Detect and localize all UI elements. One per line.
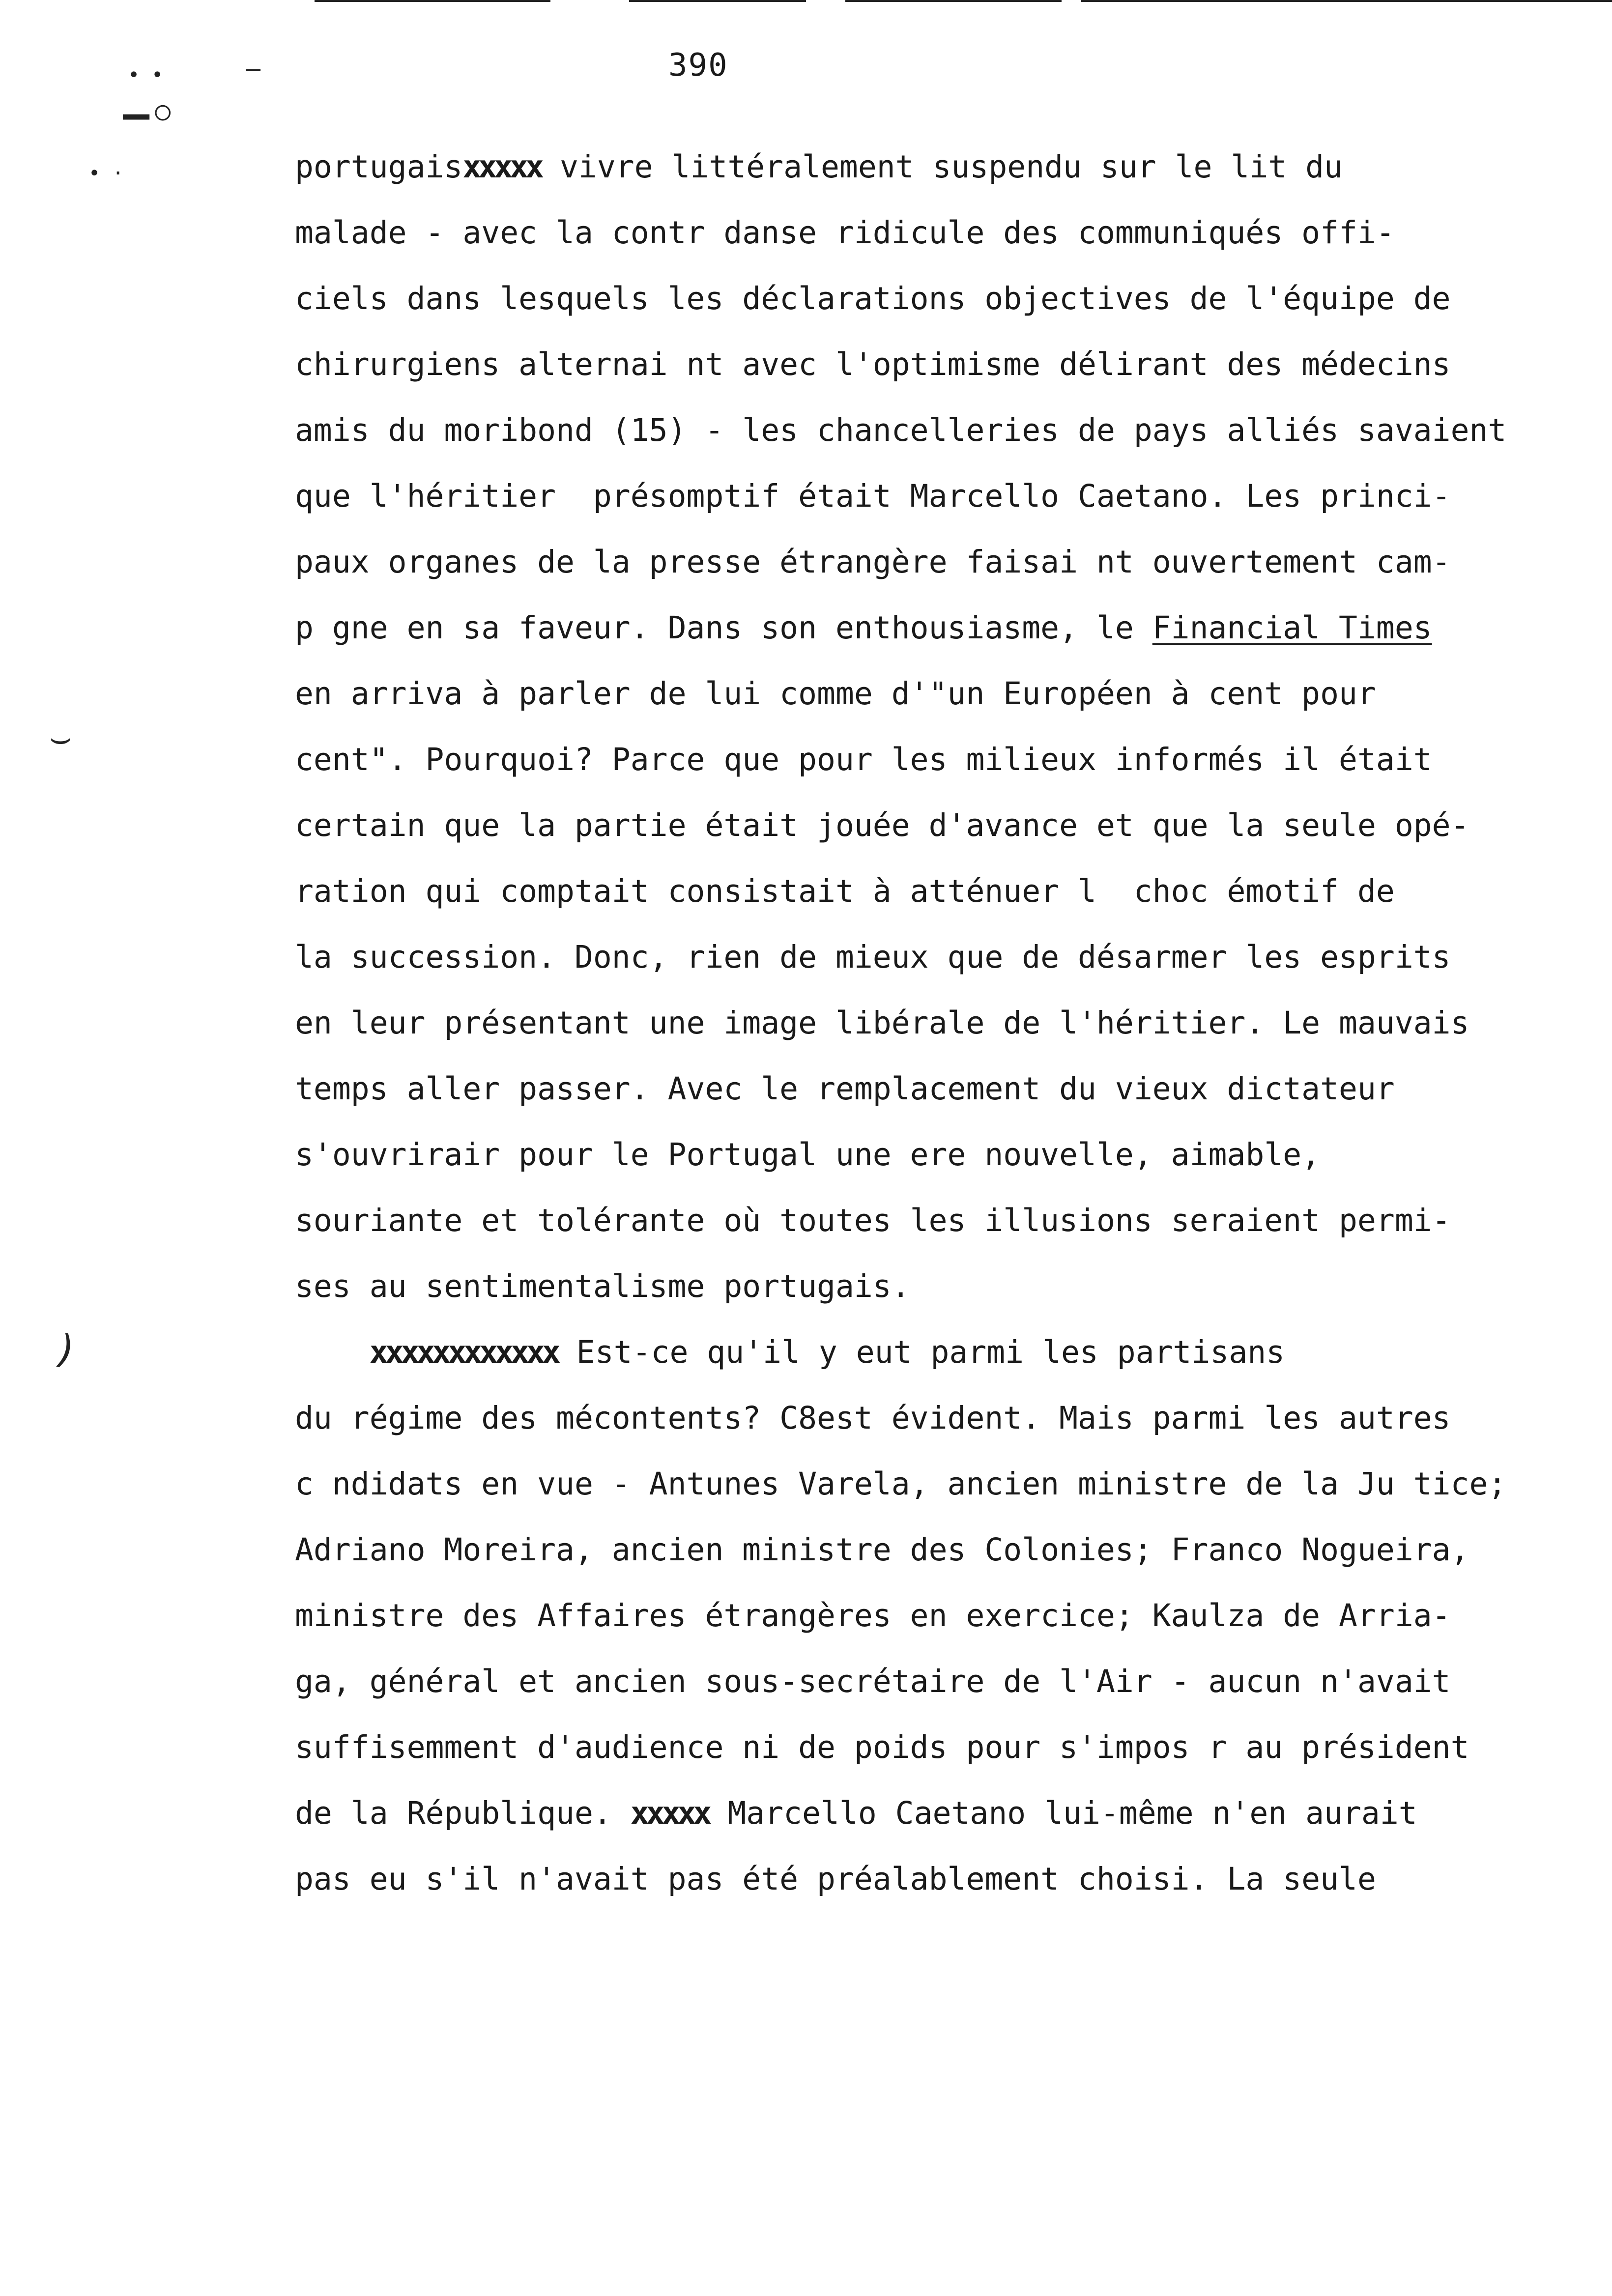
margin-dash-mark: — (246, 54, 261, 83)
text-line: paux organes de la presse étrangère faisai nt ouvertement cam- (295, 544, 1451, 580)
struck-text: xxxxx (630, 1795, 709, 1831)
top-rule (315, 0, 550, 2)
text-line: ses au sentimentalisme portugais. (295, 1268, 910, 1304)
text-line: cent". Pourquoi? Parce que pour les milieux informés il était (295, 742, 1432, 777)
text-line: certain que la partie était jouée d'avance et que la seule opé- (295, 807, 1469, 843)
text-line: amis du moribond (15) - les chancelleries de pays alliés savaient (295, 412, 1507, 448)
struck-text: xxxxxxxxxxxx (369, 1334, 558, 1370)
text-line: ration qui comptait consistait à atténuer l choc émotif de (295, 873, 1395, 909)
margin-curve-mark: ) (48, 1324, 84, 1375)
text-line: s'ouvrirair pour le Portugal une ere nouvelle, aimable, (295, 1137, 1321, 1173)
text-line (295, 147, 1343, 187)
margin-curve-mark: ⌣ (49, 718, 72, 758)
margin-dot-mark: • • (128, 64, 164, 86)
text-line: souriante et tolérante où toutes les illusions seraient permi- (295, 1203, 1451, 1238)
text-line: la succession. Donc, rien de mieux que de désarmer les esprits (295, 939, 1451, 975)
underlined-title: Financial Times (1152, 610, 1432, 646)
top-rule (845, 0, 1062, 2)
text-line: ga, général et ancien sous-secrétaire de l'Air - aucun n'avait (295, 1664, 1451, 1699)
text-segment: portugais (295, 149, 463, 185)
text-segment: vivre littéralement suspendu sur le lit du (541, 149, 1343, 185)
text-line: chirurgiens alternai nt avec l'optimisme délirant des médecins (295, 346, 1451, 382)
text-line: ciels dans lesquels les déclarations objectives de l'équipe de (295, 281, 1451, 316)
text-line: en arriva à parler de lui comme d'"un Européen à cent pour (295, 676, 1376, 712)
text-line: suffisemment d'audience ni de poids pour s'impos r au président (295, 1729, 1469, 1765)
struck-text: xxxxx (462, 149, 542, 185)
text-line: Adriano Moreira, ancien ministre des Colonies; Franco Nogueira, (295, 1532, 1469, 1568)
page-number: 390 (668, 47, 728, 84)
text-line: temps aller passer. Avec le remplacement du vieux dictateur (295, 1071, 1395, 1107)
text-line: c ndidats en vue - Antunes Varela, ancien ministre de la Ju tice; (295, 1466, 1507, 1502)
margin-scribble: ―◦ (123, 88, 176, 140)
text-segment (295, 1334, 370, 1370)
text-line: en leur présentant une image libérale de l'héritier. Le mauvais (295, 1005, 1469, 1041)
text-line: du régime des mécontents? C8est évident. Mais parmi les autres (295, 1400, 1451, 1436)
text-line: malade - avec la contr danse ridicule des communiqués offi- (295, 215, 1395, 251)
text-line (295, 608, 1432, 648)
text-segment: Marcello Caetano lui-même n'en aurait (709, 1795, 1417, 1831)
text-segment: Est-ce qu'il y eut parmi les partisans (557, 1334, 1285, 1370)
text-line: ministre des Affaires étrangères en exercice; Kaulza de Arria- (295, 1598, 1451, 1634)
top-rule (629, 0, 806, 2)
margin-dot-mark: • · (88, 162, 124, 185)
text-line (295, 1333, 1285, 1372)
top-rule (1081, 0, 1612, 2)
text-line (295, 1794, 1417, 1833)
text-line: que l'héritier présomptif était Marcello Caetano. Les princi- (295, 478, 1451, 514)
text-segment: de la République. (295, 1795, 631, 1831)
text-line: pas eu s'il n'avait pas été préalablement choisi. La seule (295, 1861, 1376, 1897)
text-segment: p gne en sa faveur. Dans son enthousiasme, le (295, 610, 1152, 646)
